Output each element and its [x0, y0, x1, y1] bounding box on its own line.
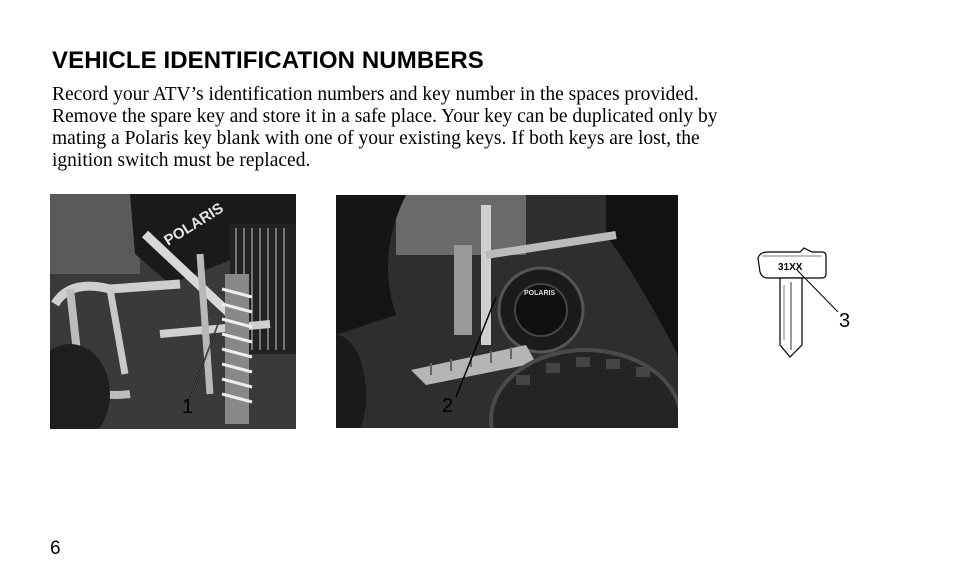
engine-brand-text: POLARIS: [524, 290, 556, 297]
page-title: VEHICLE IDENTIFICATION NUMBERS: [52, 47, 484, 74]
frame-brand-text: POLARIS: [161, 199, 227, 250]
callout-1: 1: [182, 396, 194, 418]
atv-frame-photo: [50, 194, 296, 429]
paragraph-line: Remove the spare key and store it in a safe place. Your key can be duplicated only by: [52, 106, 718, 127]
page-number: 6: [50, 538, 61, 559]
intro-paragraph: [52, 84, 852, 172]
atv-engine-photo: [336, 195, 678, 428]
paragraph-line: ignition switch must be replaced.: [52, 150, 311, 171]
callout-3: 3: [839, 310, 851, 332]
callout-2: 2: [442, 395, 454, 417]
key-number-label: 31XX: [778, 262, 803, 273]
atv-engine-illustration: [336, 195, 678, 428]
atv-frame-illustration: [50, 194, 296, 429]
paragraph-line: mating a Polaris key blank with one of your existing keys. If both keys are lost, the: [52, 128, 700, 149]
key-icon: [750, 240, 860, 370]
paragraph-line: Record your ATV’s identification numbers and key number in the spaces provided.: [52, 84, 699, 105]
